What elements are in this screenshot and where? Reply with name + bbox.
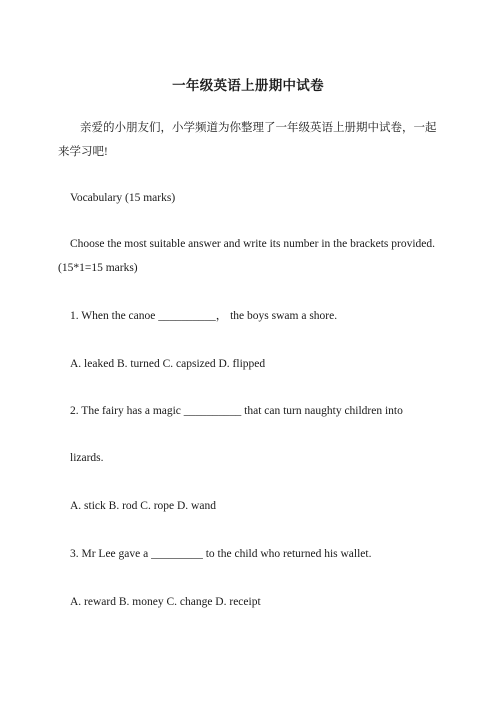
question-2-stem: 2. The fairy has a magic __________ that can turn naughty children into xyxy=(70,405,403,417)
question-1-options: A. leaked B. turned C. capsized D. flipped xyxy=(70,358,266,370)
document-title: 一年级英语上册期中试卷 xyxy=(172,78,324,93)
intro-line-2: 来学习吧! xyxy=(58,146,108,158)
instruction-line-1: Choose the most suitable answer and write its number in the brackets provided. xyxy=(70,238,436,250)
intro-line-1: 亲爱的小朋友们，小学频道为你整理了一年级英语上册期中试卷，一起 xyxy=(80,122,437,134)
instruction-line-2: (15*1=15 marks) xyxy=(58,262,138,274)
question-2-options: A. stick B. rod C. rope D. wand xyxy=(70,500,216,512)
question-3-options: A. reward B. money C. change D. receipt xyxy=(70,596,261,608)
section-heading: Vocabulary (15 marks) xyxy=(70,192,176,204)
question-1-stem: 1. When the canoe __________， the boys swam a shore. xyxy=(70,310,338,322)
question-3-stem: 3. Mr Lee gave a _________ to the child who returned his wallet. xyxy=(70,548,372,560)
question-2-stem-continued: lizards. xyxy=(70,452,104,464)
